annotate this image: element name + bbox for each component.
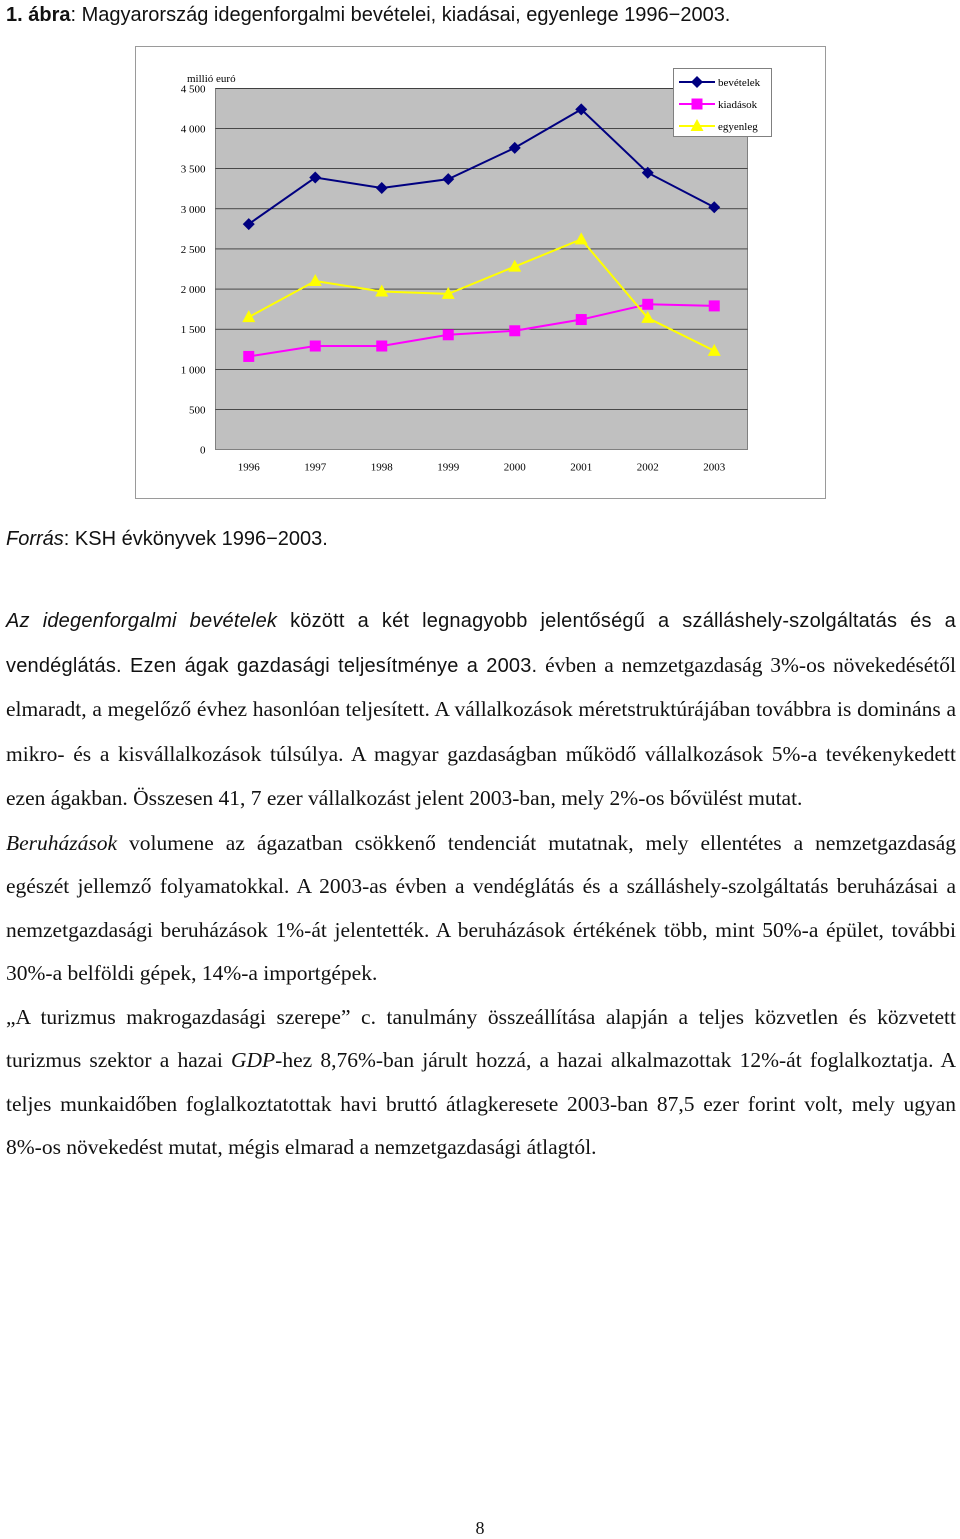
legend-label: kiadások — [718, 99, 758, 111]
data-point-kiadások — [443, 329, 454, 340]
paragraph-2 — [6, 822, 956, 996]
y-tick-label: 2 500 — [180, 243, 206, 256]
paragraph-1 — [6, 600, 956, 822]
x-tick-label: 2000 — [503, 461, 526, 474]
y-tick-label: 500 — [189, 404, 206, 417]
y-tick-label: 1 500 — [180, 324, 206, 337]
figure-caption: : Magyarország idegenforgalmi bevételei, kiadásai, egyenlege 1996−2003. — [70, 4, 731, 26]
data-point-kiadások — [243, 351, 254, 362]
x-tick-label: 1996 — [237, 461, 260, 474]
data-point-kiadások — [509, 325, 520, 336]
page-number: 8 — [475, 1518, 485, 1538]
x-tick-label: 2002 — [636, 461, 659, 474]
source-label: Forrás — [6, 528, 64, 550]
legend — [674, 69, 772, 137]
y-tick-label: 4 500 — [180, 83, 206, 96]
data-point-kiadások — [376, 341, 387, 352]
source-text: : KSH évkönyvek 1996−2003. — [63, 528, 328, 550]
paragraph-1-serif: évben a nemzetgazdaság 3%-os növekedésétől elmaradt, a megelőző évhez hasonlóan teljesített. A vállalkozások méretstruktúrájában továbbra is domináns a mikro- és a kisvállalkozások túlsúlya. A magyar gazdaságban működő vállalkozások 5%-a tevékenykedett ezen ágakban. Összesen 41, 7 ezer vállalkozást jelent 2003-ban, mely 2%-os bővülést mutat. — [6, 652, 956, 810]
paragraph-3-after: -hez 8,76%-ban járult hozzá, a hazai alkalmazottak 12%-át foglalkoztatja. A teljes munkaidőben foglalkoztatottak havi bruttó átlagkeresete 2003-ban 87,5 ezer forint volt, mely ugyan 8%-os növekedést mutat, mégis elmarad a nemzetgazdasági átlagtól. — [6, 1048, 956, 1159]
paragraph-1-sans: között a két legnagyobb jelentőségű a szálláshely-szolgáltatás és a vendéglátás. Ezen ágak gazdasági teljesítménye a 2003. — [6, 610, 956, 677]
data-point-kiadások — [709, 300, 720, 311]
data-point-kiadások — [576, 314, 587, 325]
source-note — [6, 528, 328, 551]
y-tick-label: 3 000 — [180, 203, 206, 216]
y-tick-label: 0 — [200, 444, 206, 457]
line-chart — [135, 46, 826, 499]
term-beruhazasok: Beruházások — [6, 830, 118, 855]
x-tick-label: 1999 — [437, 461, 460, 474]
y-unit-label: millió euró — [187, 73, 236, 85]
y-tick-label: 1 000 — [180, 364, 206, 377]
y-tick-label: 2 000 — [180, 284, 206, 297]
term-bevetelek: Az idegenforgalmi bevételek — [6, 610, 278, 632]
data-point-kiadások — [642, 299, 653, 310]
paragraph-3-before: „A turizmus makrogazdasági szerepe” c. tanulmány összeállítása alapján a teljes közvetlen és közvetett turizmus szektor a hazai — [6, 1004, 956, 1072]
paragraph-3 — [6, 996, 956, 1170]
x-tick-label: 1998 — [370, 461, 393, 474]
x-tick-label: 1997 — [304, 461, 327, 474]
legend-label: bevételek — [718, 77, 761, 89]
legend-label: egyenleg — [718, 121, 758, 133]
x-tick-label: 2003 — [703, 461, 726, 474]
paragraph-2-text: volumene az ágazatban csökkenő tendenciát mutatnak, mely ellentétes a nemzetgazdaság egészét jellemző folyamatokkal. A 2003-as évben a vendéglátás és a szálláshely-szolgáltatás beruházásai a nemzetgazdasági beruházások 1%-át jelentették. A beruházások értékének több, mint 50%-a épület, további 30%-a belföldi gépek, 14%-a importgépek. — [6, 830, 956, 985]
data-point-kiadások — [310, 341, 321, 352]
figure-label: 1. ábra — [6, 4, 71, 26]
y-tick-label: 4 000 — [180, 123, 206, 136]
plot-area — [216, 89, 748, 450]
body-text — [6, 600, 956, 1170]
term-gdp: GDP — [230, 1048, 276, 1072]
x-tick-label: 2001 — [570, 461, 593, 474]
y-tick-label: 3 500 — [180, 163, 206, 176]
legend-marker-kiadások — [692, 99, 703, 110]
figure-title — [6, 4, 730, 27]
